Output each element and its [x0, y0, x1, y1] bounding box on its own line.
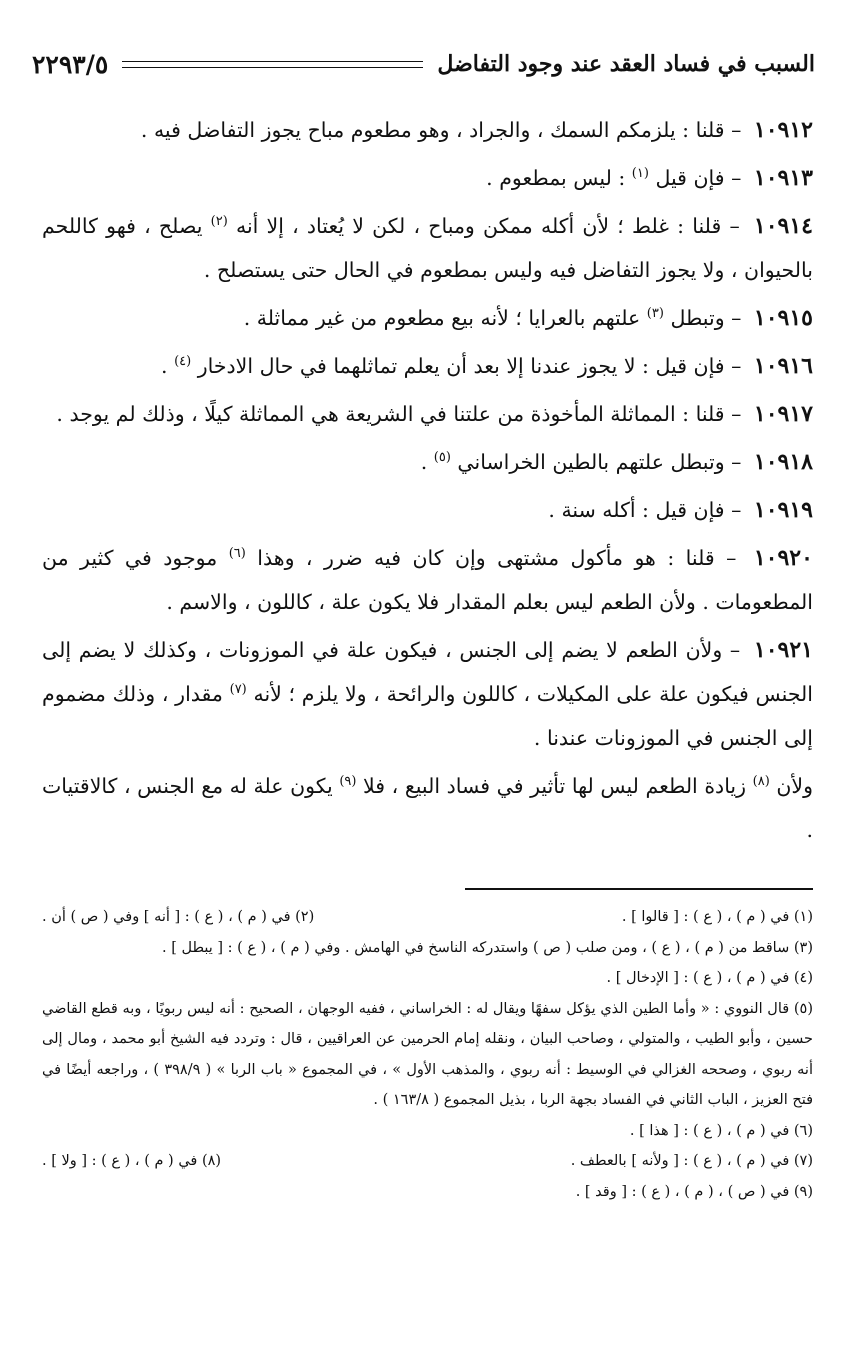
paragraph-10915 — [42, 296, 813, 340]
footnote-2: (٢) في ( م ) ، ( ع ) : [ أنه ] وفي ( ص ) أن . — [42, 909, 315, 925]
paragraph-text: – قلنا : غلط ؛ لأن أكله ممكن ومباح ، لكن لا يُعتاد ، إلا أنه — [235, 214, 740, 238]
paragraph-number: ١٠٩١٦ — [753, 353, 813, 379]
footnote-divider — [465, 888, 813, 890]
paragraph-10921 — [42, 628, 813, 760]
footnote-ref[interactable]: (٨) — [752, 774, 770, 790]
footnote-3: (٣) ساقط من ( م ) ، ( ع ) ، ومن صلب ( ص ) واستدركه الناسخ في الهامش . وفي ( م ) ، ( ع ) : [ يبطل ] . — [162, 939, 813, 956]
paragraph-text: علتهم بالعرايا ؛ لأنه بيع مطعوم من غير مماثلة . — [243, 306, 641, 330]
paragraph-number: ١٠٩١٤ — [753, 213, 813, 239]
paragraph-10920 — [42, 536, 813, 624]
footnote-4: (٤) في ( م ) ، ( ع ) : [ الإدخال ] . — [606, 970, 813, 986]
paragraph-number: ١٠٩٢١ — [753, 637, 813, 663]
paragraph-text: – وتبطل علتهم بالطين الخراساني — [457, 450, 742, 474]
paragraph-text: يصلح ، فهو كاللحم بالحيوان ، ولا يجوز التفاضل فيه وليس بمطعوم في الحال حتى يستصلح . — [42, 214, 813, 282]
paragraph-number: ١٠٩١٧ — [753, 401, 813, 427]
footnote-ref[interactable]: (٣) — [646, 306, 664, 322]
paragraph-10919 — [42, 488, 813, 532]
paragraph-10912 — [42, 108, 813, 152]
paragraph-10916 — [42, 344, 813, 388]
footnote-ref[interactable]: (٦) — [228, 546, 246, 562]
footnote-ref[interactable]: (٤) — [174, 354, 192, 370]
footnote-ref[interactable]: (٧) — [229, 682, 247, 698]
paragraph-text: – قلنا : المماثلة المأخوذة من علتنا في الشريعة هي المماثلة كيلًا ، وذلك لم يوجد . — [56, 402, 742, 426]
footnote-row — [42, 902, 813, 933]
footnote-8: (٨) في ( م ) ، ( ع ) : [ ولا ] . — [42, 1153, 222, 1169]
paragraph-text: – وتبطل — [670, 306, 742, 330]
paragraph-text: – قلنا : هو مأكول مشتهى وإن كان فيه ضرر ، وهذا — [257, 546, 737, 570]
paragraph-text: – فإن قيل — [655, 166, 742, 190]
paragraph-text: مقدار ، وذلك مضموم إلى الجنس في الموزونات عندنا . — [42, 682, 813, 750]
paragraph-10918 — [42, 440, 813, 484]
page-number: ٢٢٩٣/٥ — [32, 49, 109, 79]
paragraph-number: ١٠٩١٥ — [753, 305, 813, 331]
paragraph-text: . — [161, 354, 168, 378]
footnote-ref[interactable]: (٥) — [433, 450, 451, 466]
paragraph-10917 — [42, 392, 813, 436]
chapter-title: السبب في فساد العقد عند وجود التفاضل — [437, 51, 815, 77]
paragraph-text: – ولأن الطعم لا يضم إلى الجنس ، فيكون علة في الموزونات ، وكذلك لا يضم إلى الجنس فيكون علة على المكيلات ، كاللون والرائحة ، ولا يلزم ؛ لأنه — [42, 638, 813, 706]
paragraph-number: ١٠٩١٢ — [753, 117, 813, 143]
paragraph-text: يكون علة له مع الجنس ، كالاقتيات . — [42, 774, 813, 842]
paragraph-10913 — [42, 156, 813, 200]
running-header — [32, 42, 815, 86]
paragraph-text: – فإن قيل : أكله سنة . — [548, 498, 742, 522]
footnotes — [42, 902, 813, 1207]
header-rule — [122, 61, 423, 68]
footnote-row — [42, 1146, 813, 1177]
footnote-ref[interactable]: (٢) — [210, 214, 228, 230]
paragraph-text: موجود في كثير من المطعومات . ولأن الطعم ليس بعلم المقدار فلا يكون علة ، كاللون ، والاسم . — [42, 546, 813, 614]
footnote-6: (٦) في ( م ) ، ( ع ) : [ هذا ] . — [629, 1122, 813, 1139]
paragraph-text: – قلنا : يلزمكم السمك ، والجراد ، وهو مطعوم مباح يجوز التفاضل فيه . — [140, 118, 742, 142]
paragraph-number: ١٠٩١٩ — [753, 497, 813, 523]
paragraph-closing — [42, 764, 813, 852]
paragraph-text: – فإن قيل : لا يجوز عندنا إلا بعد أن يعلم تماثلهما في حال الادخار — [197, 354, 742, 378]
paragraph-text: زيادة الطعم ليس لها تأثير في فساد البيع ، فلا — [363, 774, 747, 798]
paragraph-text: ولأن — [776, 774, 813, 798]
footnote-9: (٩) في ( ص ) ، ( م ) ، ( ع ) : [ وقد ] . — [575, 1183, 813, 1200]
paragraph-number: ١٠٩١٨ — [753, 449, 813, 475]
paragraph-number: ١٠٩١٣ — [753, 165, 813, 191]
footnote-ref[interactable]: (٩) — [339, 774, 357, 790]
paragraph-text: . — [420, 450, 428, 474]
main-text — [42, 108, 813, 852]
paragraph-text: : ليس بمطعوم . — [486, 166, 626, 190]
footnote-5: (٥) قال النووي : « وأما الطين الذي يؤكل سفهًا ويقال له : الخراساني ، ففيه الوجهان ، الصحيح : أنه ليس ربويًا ، وبه قطع القاضي حسين ، وأبو الطيب ، والمتولي ، وصاحب البيان ، ونقله إمام الحرمين عن العراقيين ، قال : وتردد فيه الشيخ أبو محمد ، ومال إلى أنه ربوي ، وصححه الغزالي في الوسيط : أنه ربوي ، والمذهب الأول » ، في المجموع « باب الربا » ( ٣٩٨/٩ ) ، وراجعه أيضًا في فتح العزيز ، الباب الثاني في الفساد بجهة الربا ، بذيل المجموع ( ١٦٣/٨ ) . — [42, 1000, 813, 1108]
paragraph-number: ١٠٩٢٠ — [753, 545, 813, 571]
footnote-7: (٧) في ( م ) ، ( ع ) : [ ولأنه ] بالعطف . — [570, 1153, 813, 1169]
footnote-row — [42, 1116, 813, 1147]
footnote-1: (١) في ( م ) ، ( ع ) : [ قالوا ] . — [621, 909, 813, 925]
footnote-ref[interactable]: (١) — [631, 166, 649, 182]
paragraph-10914 — [42, 204, 813, 292]
